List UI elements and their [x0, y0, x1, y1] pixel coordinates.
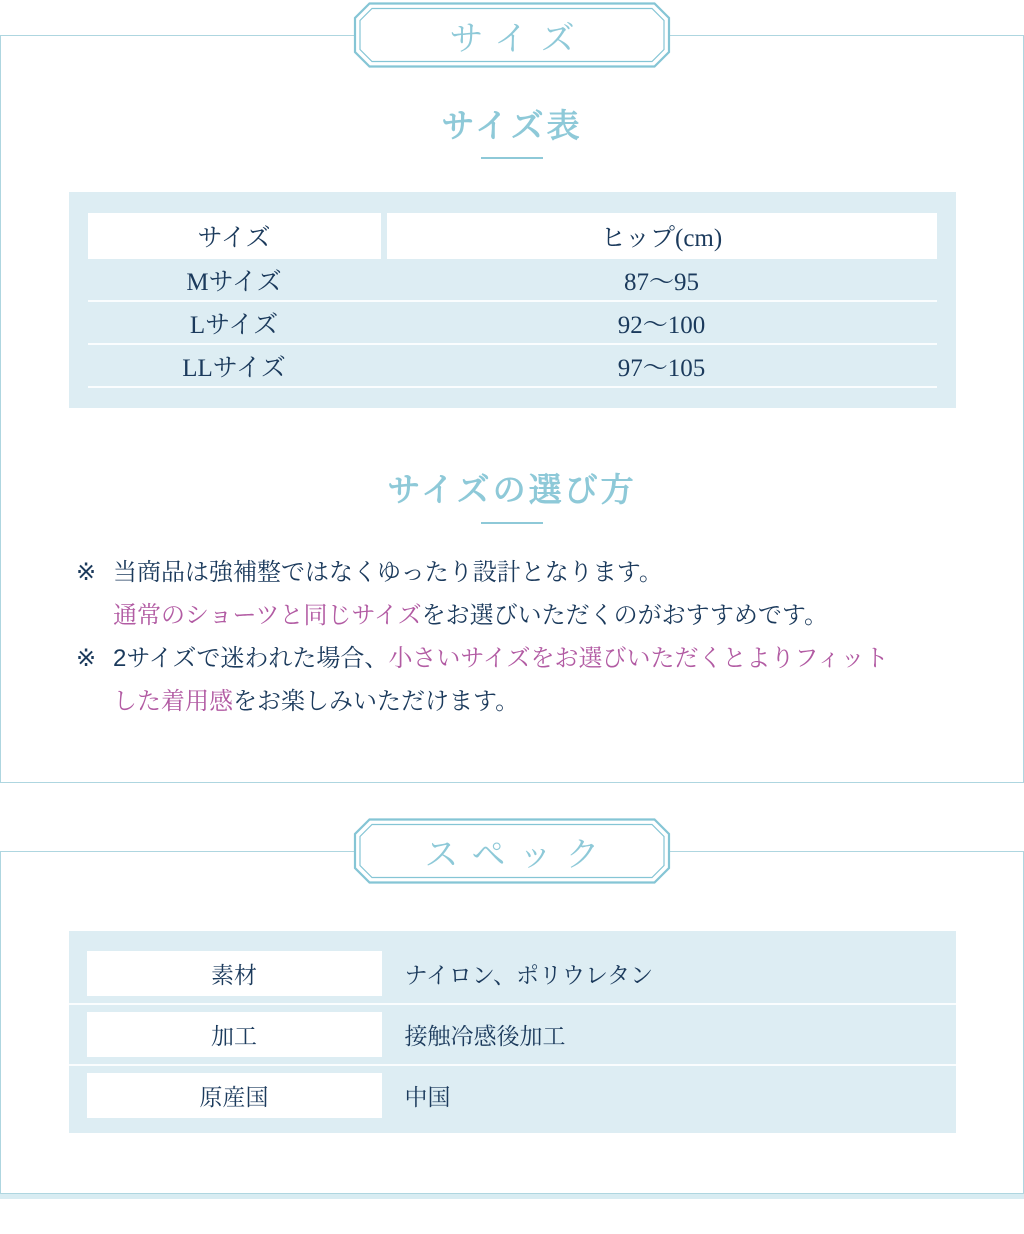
hip-cell: 92〜100 [617, 311, 706, 339]
note-line: 当商品は強補整ではなくゆったり設計となります。 [113, 558, 663, 586]
hip-cell: 97〜105 [617, 354, 706, 382]
size-table-row [88, 259, 937, 300]
size-guide-notes [76, 551, 963, 723]
size-section [0, 19, 1024, 783]
size-section-badge [354, 2, 671, 68]
hip-column-header: ヒップ(cm) [387, 213, 937, 259]
note-marker-icon: ※ [76, 644, 97, 672]
spec-label: 素材 [87, 951, 382, 996]
spec-table [69, 931, 956, 1133]
row-divider [69, 1064, 956, 1066]
size-cell: Mサイズ [186, 268, 282, 296]
spec-value: 接触冷感後加工 [404, 1023, 566, 1049]
size-guide-heading: サイズの選び方 [387, 471, 637, 509]
size-guide-note [76, 551, 963, 637]
size-guide-heading-rule [481, 522, 543, 524]
spec-section-badge [354, 818, 671, 884]
spec-label: 加工 [87, 1012, 382, 1057]
note-line: 通常のショーツと同じサイズをお選びいただくのがおすすめです。 [113, 601, 828, 629]
spec-value: ナイロン、ポリウレタン [404, 962, 654, 988]
size-table-header-row [88, 213, 937, 259]
hip-cell: 87〜95 [623, 268, 699, 296]
size-chart-heading: サイズ表 [441, 107, 583, 144]
size-chart-table [69, 192, 956, 408]
product-detail-page [0, 19, 1024, 1234]
note-marker-icon: ※ [76, 558, 97, 586]
size-table-row [88, 302, 937, 343]
size-table-row [88, 345, 937, 386]
spec-row [69, 1073, 956, 1118]
spec-section-title: スペック [424, 835, 613, 874]
size-cell: Lサイズ [189, 311, 279, 339]
size-cell: LLサイズ [182, 354, 286, 382]
spec-row [69, 1012, 956, 1057]
note-line: 2サイズで迷われた場合、小さいサイズをお選びいただくとよりフィット [113, 644, 889, 672]
next-section-edge [0, 1194, 1024, 1199]
row-divider [69, 1003, 956, 1005]
size-chart-heading-rule [481, 157, 543, 159]
spec-section [0, 835, 1024, 1194]
spec-row [69, 951, 956, 996]
size-column-header: サイズ [88, 213, 381, 259]
spec-value: 中国 [404, 1084, 451, 1110]
size-section-title: サイズ [449, 19, 588, 58]
note-line: した着用感をお楽しみいただけます。 [113, 687, 520, 715]
row-divider [88, 386, 937, 388]
size-guide-note [76, 637, 963, 723]
spec-label: 原産国 [87, 1073, 382, 1118]
